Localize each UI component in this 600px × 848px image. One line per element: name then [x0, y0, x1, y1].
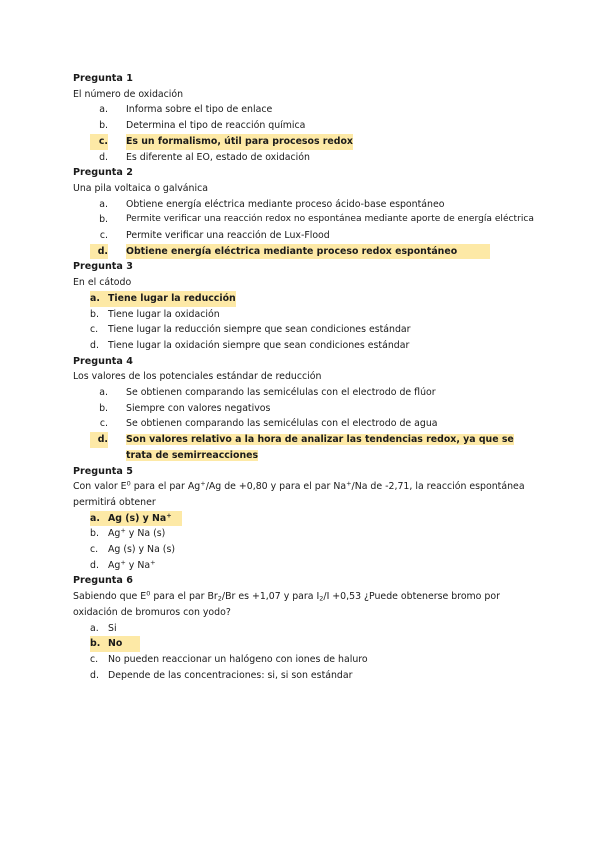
- option-sup: +: [120, 558, 126, 567]
- option-text: Si: [108, 622, 117, 634]
- prompt-part: /Ag de +0,80 y para el par Na: [205, 481, 347, 493]
- option-text: Tiene lugar la oxidación siempre que sean condiciones estándar: [108, 339, 410, 351]
- question-4: [73, 354, 533, 464]
- option-letter: a.: [99, 104, 108, 116]
- option-text: Tiene lugar la reducción siempre que sean condiciones estándar: [108, 324, 411, 336]
- option-a: [73, 102, 533, 118]
- option-text-part: y Na: [125, 559, 151, 571]
- prompt-part: /Na de -2,71, la reacción espontánea permitirá obtener: [73, 481, 525, 508]
- question-title: Pregunta 3: [73, 261, 133, 273]
- option-text: No pueden reaccionar un halógeno con iones de haluro: [108, 653, 368, 665]
- question-1: [73, 71, 533, 165]
- option-a-correct: [73, 511, 182, 527]
- option-text: [126, 432, 533, 463]
- option-text: [108, 526, 533, 542]
- option-sup: +: [166, 511, 172, 520]
- option-letter: c.: [99, 418, 108, 430]
- option-d-correct: [73, 244, 490, 260]
- question-prompt: En el cátodo: [73, 277, 132, 289]
- option-letter: d.: [99, 151, 108, 163]
- question-prompt: Los valores de los potenciales estándar de reducción: [73, 371, 322, 383]
- option-letter: d.: [90, 669, 99, 681]
- option-text: Tiene lugar la oxidación: [108, 308, 220, 320]
- option-text: Obtiene energía eléctrica mediante proceso ácido-base espontáneo: [126, 198, 445, 210]
- question-prompt: [73, 589, 533, 620]
- option-a: [73, 621, 533, 637]
- option-text: Permite verificar una reacción redox no espontánea mediante aporte de energía eléctrica: [126, 214, 534, 225]
- answer-options: [73, 511, 533, 574]
- option-b-correct: [73, 636, 140, 652]
- option-letter: b.: [99, 402, 108, 414]
- option-b: [73, 307, 533, 323]
- option-letter: b.: [90, 308, 99, 320]
- prompt-sup: 0: [126, 479, 131, 488]
- question-5: [73, 464, 533, 574]
- option-letter: d.: [90, 339, 99, 351]
- question-title: Pregunta 4: [73, 355, 133, 367]
- prompt-part: Sabiendo que E: [73, 591, 147, 603]
- prompt-part: para el par Br: [150, 591, 218, 603]
- option-letter: b.: [99, 214, 108, 226]
- option-b: [73, 212, 533, 228]
- option-sup: +: [150, 558, 156, 567]
- option-letter: c.: [90, 134, 108, 150]
- question-title: Pregunta 5: [73, 465, 133, 477]
- option-d-correct: [73, 432, 533, 463]
- option-text: Es diferente al EO, estado de oxidación: [126, 151, 310, 163]
- prompt-sup: +: [200, 479, 206, 488]
- option-letter: b.: [90, 636, 108, 652]
- option-c: [73, 652, 533, 668]
- option-letter: a.: [99, 198, 108, 210]
- option-letter: d.: [90, 432, 108, 448]
- option-letter: b.: [90, 528, 99, 540]
- question-3: [73, 259, 533, 353]
- option-text: Informa sobre el tipo de enlace: [126, 104, 273, 116]
- option-letter: d.: [90, 559, 99, 571]
- option-c: [73, 228, 533, 244]
- option-text: Es un formalismo, útil para procesos redox: [126, 134, 353, 150]
- question-prompt: Una pila voltaica o galvánica: [73, 182, 208, 194]
- quiz-content: [73, 71, 533, 683]
- option-letter: c.: [90, 544, 99, 556]
- option-text-part: Ag (s) y Na: [108, 512, 167, 524]
- option-text: Siempre con valores negativos: [126, 402, 271, 414]
- question-2: [73, 165, 533, 259]
- option-text: Se obtienen comparando las semicélulas con el electrodo de flúor: [126, 387, 436, 398]
- option-c: [73, 542, 533, 558]
- prompt-sub: 2: [319, 594, 324, 603]
- option-letter: a.: [99, 387, 108, 398]
- option-text: Depende de las concentraciones: si, si son estándar: [108, 669, 353, 681]
- option-sup: +: [120, 526, 126, 535]
- question-prompt: El número de oxidación: [73, 88, 184, 100]
- option-text: Permite verificar una reacción de Lux-Flood: [126, 230, 330, 241]
- option-letter: d.: [90, 244, 108, 260]
- answer-options: [73, 291, 533, 354]
- option-letter: c.: [99, 230, 108, 241]
- option-letter: c.: [90, 324, 99, 336]
- option-text: [108, 558, 533, 574]
- prompt-sub: 2: [217, 594, 222, 603]
- question-title: Pregunta 2: [73, 167, 133, 179]
- option-a: [73, 385, 533, 401]
- option-text: No: [108, 636, 140, 652]
- option-b: [73, 118, 533, 134]
- prompt-sup: +: [346, 479, 352, 488]
- option-letter: a.: [90, 511, 108, 527]
- option-text: [108, 511, 182, 527]
- prompt-sup: 0: [146, 589, 151, 598]
- option-text-part: Ag: [108, 528, 121, 540]
- option-c: [73, 322, 533, 338]
- option-letter: a.: [90, 622, 99, 634]
- option-text: Obtiene energía eléctrica mediante proceso redox espontáneo: [126, 244, 490, 260]
- prompt-part: Con valor E: [73, 481, 127, 493]
- option-b: [73, 526, 533, 542]
- option-letter: a.: [90, 291, 108, 307]
- option-d: [73, 668, 533, 684]
- option-text: Ag (s) y Na (s): [108, 544, 175, 556]
- question-prompt: [73, 479, 533, 510]
- option-d: [73, 150, 533, 166]
- option-d: [73, 338, 533, 354]
- question-title: Pregunta 1: [73, 73, 133, 84]
- option-text-part: Ag: [108, 559, 121, 571]
- option-text: Tiene lugar la reducción: [108, 291, 236, 307]
- option-a-correct: [73, 291, 236, 307]
- option-c: [73, 416, 533, 432]
- question-6: [73, 573, 533, 683]
- answer-options: [73, 621, 533, 684]
- option-c-correct: [73, 134, 353, 150]
- question-title: Pregunta 6: [73, 575, 133, 587]
- option-a: [73, 197, 533, 213]
- option-text-highlight: Son valores relativo a la hora de analizar las tendencias redox, ya que se trata de semirreacciones: [126, 434, 514, 461]
- option-letter: b.: [99, 120, 108, 132]
- prompt-part: para el par Ag: [130, 481, 201, 493]
- option-text-part: y Na (s): [125, 528, 166, 540]
- option-d: [73, 558, 533, 574]
- option-text: Se obtienen comparando las semicélulas con el electrodo de agua: [126, 418, 438, 430]
- option-b: [73, 401, 533, 417]
- answer-options: [73, 385, 533, 464]
- option-text: Determina el tipo de reacción química: [126, 120, 306, 132]
- answer-options: [73, 197, 533, 260]
- prompt-part: /Br es +1,07 y para I: [221, 591, 320, 603]
- prompt-part: /I +0,53 ¿Puede obtenerse bromo por oxidación de bromuros con yodo?: [73, 591, 500, 618]
- option-letter: c.: [90, 653, 99, 665]
- answer-options: [73, 102, 533, 165]
